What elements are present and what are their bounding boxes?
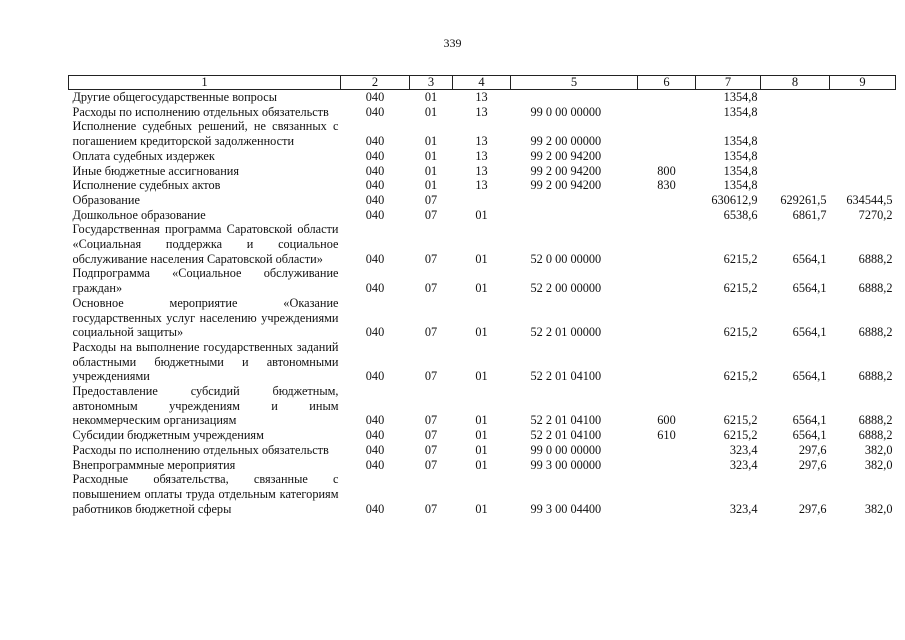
col-5-cell: 99 2 00 94200 (530, 178, 602, 193)
col-5-cell (511, 208, 638, 223)
col-8-cell: 297,6 (798, 457, 827, 472)
table-row (69, 208, 896, 223)
col-6-cell: 830 (657, 178, 676, 193)
col-4-cell: 01 (475, 428, 488, 443)
col-9-cell: 382,0 (864, 501, 893, 516)
col-5-cell: 99 2 00 00000 (530, 134, 602, 149)
table-row (69, 90, 896, 105)
col-2-cell: 040 (365, 442, 385, 457)
col-3-cell: 07 (424, 369, 438, 384)
header-row (69, 76, 896, 90)
col-5-cell: 99 0 00 00000 (530, 104, 602, 119)
row-name: Расходные обязательства, связанные с повышением оплаты труда отдельным категориям работников бюджетной сферы (72, 472, 339, 516)
col-4-cell: 01 (475, 325, 488, 340)
table-row (69, 119, 896, 148)
table-row (69, 105, 896, 120)
col-3-cell: 07 (424, 192, 438, 207)
col-8-cell: 6564,1 (792, 325, 827, 340)
col-6-cell (638, 340, 696, 384)
col-9-cell (830, 90, 896, 105)
row-name: Оплата судебных издержек (72, 148, 215, 163)
col-7-cell: 1354,8 (723, 90, 758, 104)
col-9-cell: 7270,2 (858, 207, 893, 222)
col-4-cell: 01 (475, 207, 488, 222)
col-9-cell: 6888,2 (858, 251, 893, 266)
col-3-cell: 07 (424, 413, 438, 428)
table-row (69, 193, 896, 208)
row-name: Другие общегосударственные вопросы (72, 90, 277, 104)
col-7-cell: 6215,2 (723, 281, 758, 296)
col-9-cell: 6888,2 (858, 428, 893, 443)
col-4-cell: 01 (475, 251, 488, 266)
column-header: 5 (511, 76, 638, 90)
col-9-cell: 6888,2 (858, 413, 893, 428)
row-name: Государственная программа Саратовской области «Социальная поддержка и социальное обслуживание населения Саратовской области» (72, 222, 339, 266)
col-6-cell (638, 119, 696, 148)
table-row (69, 472, 896, 516)
col-3-cell: 07 (424, 281, 438, 296)
table-row (69, 428, 896, 443)
col-9-cell (830, 105, 896, 120)
budget-table (68, 75, 896, 516)
col-7-cell: 6215,2 (723, 428, 758, 443)
col-5-cell: 52 0 00 00000 (530, 251, 602, 266)
col-6-cell (638, 458, 696, 473)
col-8-cell: 6564,1 (792, 428, 827, 443)
col-3-cell: 07 (424, 457, 438, 472)
table-row (69, 340, 896, 384)
col-7-cell: 6538,6 (723, 207, 758, 222)
col-3-cell: 07 (424, 251, 438, 266)
col-4-cell: 01 (475, 281, 488, 296)
col-8-cell: 629261,5 (780, 192, 827, 207)
col-6-cell: 800 (657, 163, 676, 178)
row-name: Расходы по исполнению отдельных обязательств (72, 442, 329, 457)
table-row (69, 458, 896, 473)
page-number: 339 (443, 36, 462, 50)
col-9-cell: 634544,5 (846, 192, 893, 207)
table-row (69, 266, 896, 295)
col-4-cell: 13 (475, 104, 488, 119)
col-2-cell: 040 (365, 178, 385, 193)
col-8-cell (761, 119, 830, 148)
col-4-cell: 13 (475, 178, 488, 193)
row-name: Основное мероприятие «Оказание государственных услуг населению учреждениями социальной защиты» (72, 295, 339, 340)
table-row (69, 164, 896, 179)
col-9-cell: 6888,2 (858, 325, 893, 340)
col-5-cell (511, 193, 638, 208)
row-name: Образование (72, 192, 140, 207)
col-9-cell (830, 178, 896, 193)
col-3-cell: 07 (424, 207, 438, 222)
col-6-cell: 600 (657, 413, 676, 428)
col-4-cell: 01 (475, 442, 488, 457)
col-7-cell: 323,4 (729, 457, 758, 472)
row-name: Расходы по исполнению отдельных обязательств (72, 104, 329, 119)
col-7-cell: 1354,8 (723, 148, 758, 163)
col-2-cell: 040 (365, 192, 385, 207)
col-2-cell: 040 (365, 148, 385, 163)
col-5-cell: 52 2 01 00000 (530, 325, 602, 340)
col-9-cell (830, 149, 896, 164)
col-8-cell (761, 178, 830, 193)
column-header: 8 (761, 76, 830, 90)
col-8-cell: 6564,1 (792, 281, 827, 296)
col-8-cell (761, 149, 830, 164)
col-3-cell: 01 (424, 90, 438, 104)
col-3-cell: 01 (424, 148, 438, 163)
col-8-cell (761, 164, 830, 179)
col-2-cell: 040 (365, 104, 385, 119)
row-name: Подпрограмма «Социальное обслуживание граждан» (72, 266, 339, 296)
col-4-cell: 13 (475, 134, 488, 149)
col-9-cell (830, 164, 896, 179)
col-7-cell: 6215,2 (723, 325, 758, 340)
row-name: Внепрограммные мероприятия (72, 457, 236, 472)
col-2-cell: 040 (365, 457, 385, 472)
row-name: Исполнение судебных решений, не связанных с погашением кредиторской задолженности (72, 119, 339, 149)
col-7-cell: 1354,8 (723, 104, 758, 119)
row-name: Расходы на выполнение государственных заданий областными бюджетными и автономными учреждениями (72, 339, 339, 384)
col-5-cell: 99 0 00 00000 (530, 442, 602, 457)
col-5-cell: 52 2 00 00000 (530, 281, 602, 296)
col-6-cell (638, 193, 696, 208)
col-5-cell: 99 3 00 04400 (530, 501, 602, 516)
col-3-cell: 07 (424, 501, 438, 516)
col-8-cell: 297,6 (798, 442, 827, 457)
column-header: 9 (830, 76, 896, 90)
col-9-cell: 6888,2 (858, 369, 893, 384)
col-5-cell: 52 2 01 04100 (530, 413, 602, 428)
col-2-cell: 040 (365, 325, 385, 340)
table-row (69, 443, 896, 458)
col-9-cell: 6888,2 (858, 281, 893, 296)
row-name: Дошкольное образование (72, 207, 206, 222)
column-header: 7 (696, 76, 761, 90)
col-7-cell: 1354,8 (723, 178, 758, 193)
col-7-cell: 6215,2 (723, 369, 758, 384)
col-5-cell: 99 2 00 94200 (530, 163, 602, 178)
col-8-cell: 6861,7 (792, 207, 827, 222)
col-7-cell: 1354,8 (723, 163, 758, 178)
col-3-cell: 01 (424, 104, 438, 119)
col-5-cell (511, 90, 638, 105)
col-3-cell: 07 (424, 442, 438, 457)
col-5-cell: 52 2 01 04100 (530, 369, 602, 384)
table-row (69, 149, 896, 164)
col-5-cell: 99 3 00 00000 (530, 457, 602, 472)
col-5-cell: 52 2 01 04100 (530, 428, 602, 443)
column-header: 1 (69, 76, 341, 90)
col-9-cell (830, 119, 896, 148)
col-6-cell: 610 (657, 428, 676, 443)
col-8-cell (761, 90, 830, 105)
column-header: 4 (453, 76, 511, 90)
col-4-cell (453, 193, 511, 208)
col-2-cell: 040 (365, 428, 385, 443)
col-6-cell (638, 90, 696, 105)
col-6-cell (638, 296, 696, 340)
col-2-cell: 040 (365, 501, 385, 516)
col-7-cell: 630612,9 (711, 192, 758, 207)
col-3-cell: 07 (424, 325, 438, 340)
col-8-cell: 6564,1 (792, 369, 827, 384)
col-6-cell (638, 149, 696, 164)
col-7-cell: 1354,8 (723, 134, 758, 149)
table-row (69, 384, 896, 428)
table-row (69, 178, 896, 193)
col-6-cell (638, 105, 696, 120)
col-5-cell: 99 2 00 94200 (530, 148, 602, 163)
col-9-cell: 382,0 (864, 457, 893, 472)
col-2-cell: 040 (365, 281, 385, 296)
column-header: 3 (410, 76, 453, 90)
col-8-cell: 6564,1 (792, 413, 827, 428)
col-8-cell (761, 105, 830, 120)
col-2-cell: 040 (365, 207, 385, 222)
col-4-cell: 01 (475, 457, 488, 472)
col-7-cell: 323,4 (729, 501, 758, 516)
row-name: Субсидии бюджетным учреждениям (72, 428, 264, 443)
col-6-cell (638, 266, 696, 295)
col-6-cell (638, 443, 696, 458)
table-header (69, 76, 896, 90)
col-2-cell: 040 (365, 251, 385, 266)
col-4-cell: 01 (475, 501, 488, 516)
col-7-cell: 323,4 (729, 442, 758, 457)
col-3-cell: 01 (424, 163, 438, 178)
col-7-cell: 6215,2 (723, 413, 758, 428)
table-body (69, 90, 896, 517)
col-8-cell: 297,6 (798, 501, 827, 516)
row-name: Предоставление субсидий бюджетным, автономным учреждениям и иным некоммерческим организациям (72, 384, 339, 428)
col-2-cell: 040 (365, 90, 385, 104)
row-name: Исполнение судебных актов (72, 178, 221, 193)
col-9-cell: 382,0 (864, 442, 893, 457)
col-2-cell: 040 (365, 134, 385, 149)
col-4-cell: 13 (475, 148, 488, 163)
col-2-cell: 040 (365, 413, 385, 428)
col-6-cell (638, 472, 696, 516)
col-8-cell: 6564,1 (792, 251, 827, 266)
col-3-cell: 01 (424, 178, 438, 193)
col-2-cell: 040 (365, 163, 385, 178)
col-6-cell (638, 208, 696, 223)
table-row (69, 222, 896, 266)
table-row (69, 296, 896, 340)
col-2-cell: 040 (365, 369, 385, 384)
col-4-cell: 13 (475, 90, 488, 104)
row-name: Иные бюджетные ассигнования (72, 163, 240, 178)
col-3-cell: 07 (424, 428, 438, 443)
col-3-cell: 01 (424, 134, 438, 149)
column-header: 6 (638, 76, 696, 90)
col-6-cell (638, 222, 696, 266)
col-4-cell: 13 (475, 163, 488, 178)
col-4-cell: 01 (475, 369, 488, 384)
col-4-cell: 01 (475, 413, 488, 428)
col-7-cell: 6215,2 (723, 251, 758, 266)
column-header: 2 (341, 76, 410, 90)
